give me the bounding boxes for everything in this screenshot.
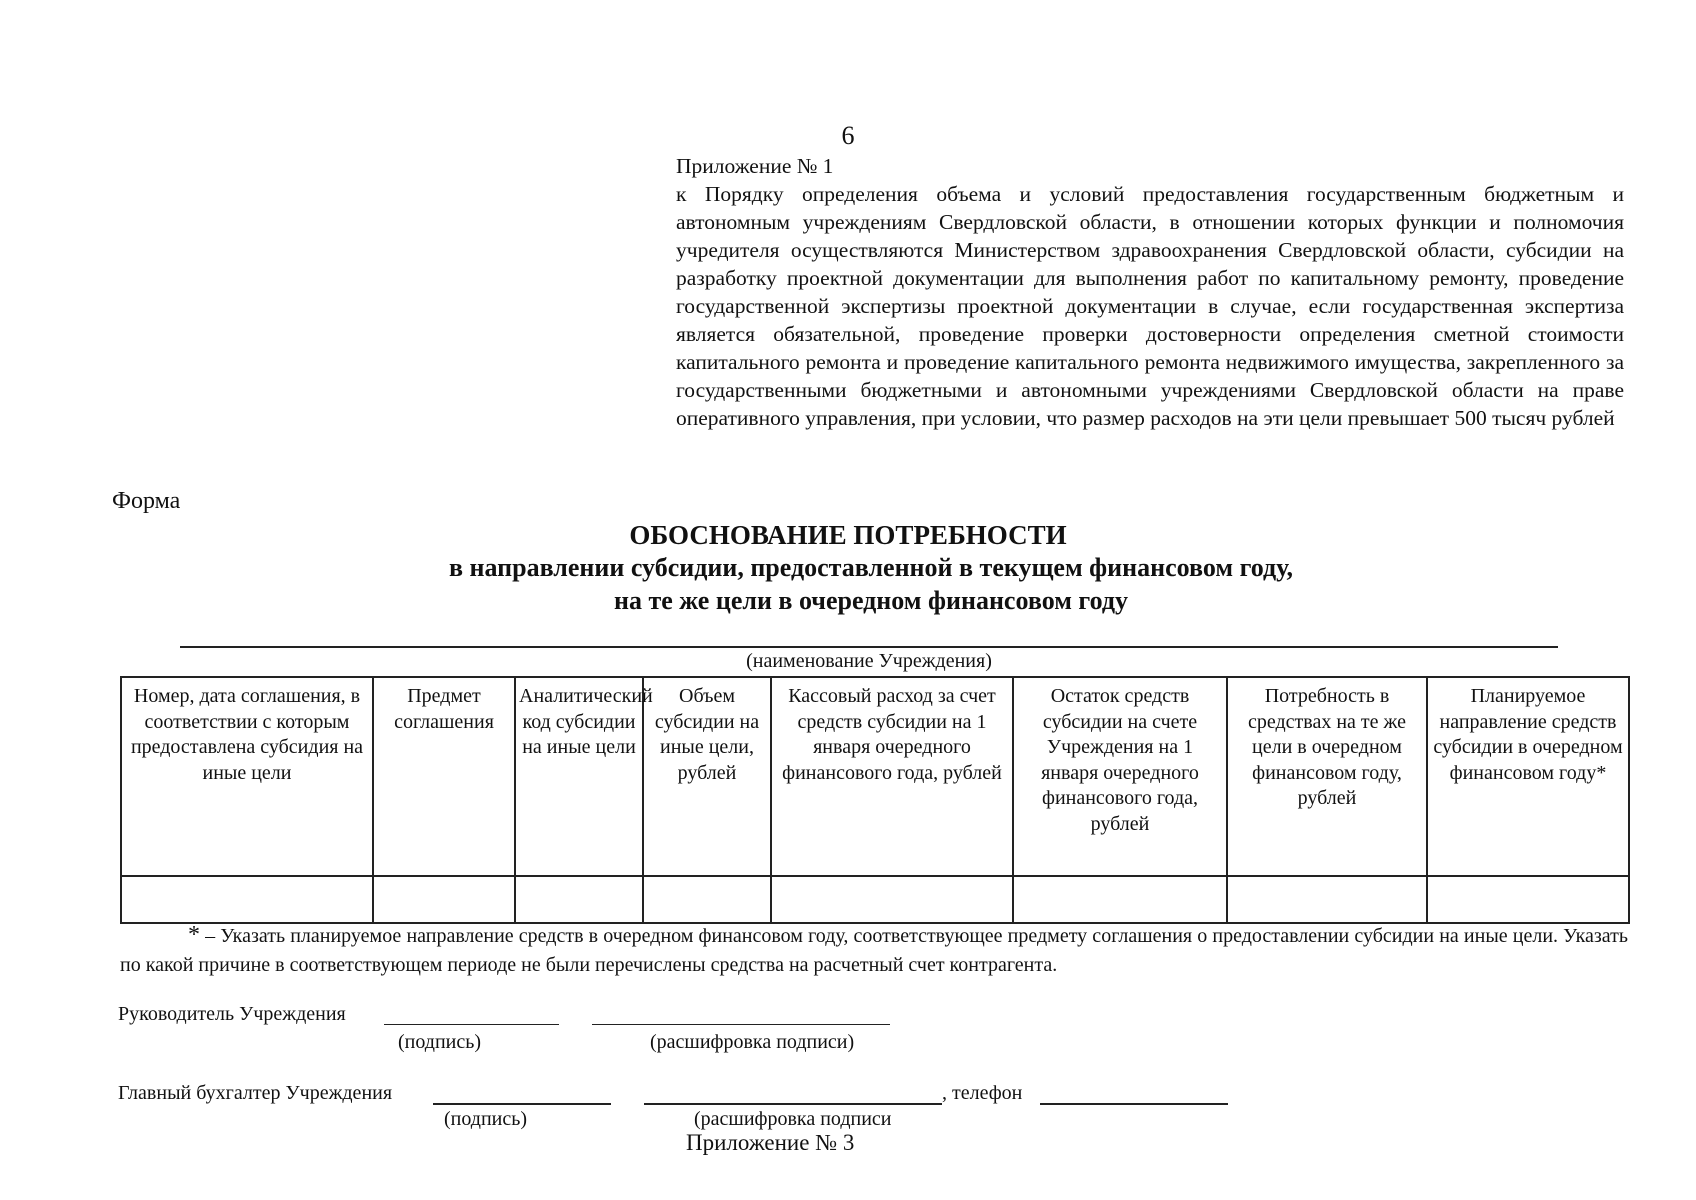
head-signature-caption: (подпись)	[398, 1031, 482, 1053]
appendix-block	[676, 152, 1624, 432]
table-row	[121, 876, 1629, 923]
table-header-row	[121, 677, 1629, 876]
accountant-phone-label: , телефон	[942, 1082, 1023, 1104]
head-signature-line[interactable]	[384, 1024, 559, 1025]
head-signature-decode-line[interactable]	[592, 1024, 890, 1025]
table-cell[interactable]	[121, 876, 373, 923]
table-header-cell: Потребность в средствах на те же цели в очередном финансовом году, рублей	[1227, 677, 1427, 876]
document-subtitle-line-1: в направлении субсидии, предоставленной в текущем финансовом году,	[448, 553, 1294, 582]
table-header-cell: Аналитический код субсидии на иные цели	[515, 677, 643, 876]
accountant-signature-line[interactable]	[433, 1103, 611, 1105]
organization-name-line[interactable]	[180, 646, 1558, 648]
appendix-text: к Порядку определения объема и условий предоставления государственным бюджетным и автономным учреждениям Свердловской области, в отношении которых функции и полномочия учредителя осуществляются Министерством здравоохранения Свердловской области, субсидии на разработку проектной документации для выполнения работ по капитальному ремонту, проведение государственной экспертизы проектной документации в случае, если государственная экспертиза является обязательной, проведение проверки достоверности определения сметной стоимости капитального ремонта и проведение капитального ремонта недвижимого имущества, закрепленного за государственными бюджетными и автономными учреждениями Свердловской области на праве оперативного управления, при условии, что размер расходов на эти цели превышает 500 тысяч рублей	[676, 182, 1624, 430]
form-label: Форма	[112, 488, 181, 514]
table-header-cell: Предмет соглашения	[373, 677, 515, 876]
accountant-signature-label: Главный бухгалтер Учреждения	[118, 1082, 393, 1104]
table-header-cell: Кассовый расход за счет средств субсидии на 1 января очередного финансового года, рублей	[771, 677, 1013, 876]
footnote	[120, 921, 1628, 980]
organization-name-caption: (наименование Учреждения)	[746, 650, 992, 672]
footnote-star: *	[188, 922, 200, 948]
table-cell[interactable]	[515, 876, 643, 923]
table-cell[interactable]	[643, 876, 771, 923]
accountant-signature-decode-line[interactable]	[644, 1103, 942, 1105]
document-subtitle-line-2: на те же цели в очередном финансовом году	[614, 586, 1128, 615]
accountant-signature-decode-caption: (расшифровка подписи	[694, 1108, 892, 1130]
table-cell[interactable]	[373, 876, 515, 923]
footnote-text: – Указать планируемое направление средств в очередном финансовом году, соответствующее предмету соглашения о предоставлении субсидии на иные цели. Указать по какой причине в соответствующем периоде не были перечислены средства на расчетный счет контрагента.	[120, 925, 1628, 976]
table-cell[interactable]	[1013, 876, 1227, 923]
page-number: 6	[841, 121, 855, 150]
table-header-cell: Объем субсидии на иные цели, рублей	[643, 677, 771, 876]
table-header-cell: Остаток средств субсидии на счете Учреждения на 1 января очередного финансового года, рублей	[1013, 677, 1227, 876]
table-header-cell: Номер, дата соглашения, в соответствии с которым предоставлена субсидия на иные цели	[121, 677, 373, 876]
table-cell[interactable]	[1427, 876, 1629, 923]
justification-table	[120, 676, 1630, 924]
table-cell[interactable]	[771, 876, 1013, 923]
table-header-cell: Планируемое направление средств субсидии в очередном финансовом году*	[1427, 677, 1629, 876]
next-appendix-heading: Приложение № 3	[686, 1130, 855, 1155]
head-signature-decode-caption: (расшифровка подписи)	[650, 1031, 855, 1053]
accountant-phone-line[interactable]	[1040, 1103, 1228, 1105]
document-title: ОБОСНОВАНИЕ ПОТРЕБНОСТИ	[629, 520, 1067, 550]
table-cell[interactable]	[1227, 876, 1427, 923]
appendix-title: Приложение № 1	[676, 154, 834, 178]
head-signature-label: Руководитель Учреждения	[118, 1003, 346, 1025]
accountant-signature-caption: (подпись)	[444, 1108, 528, 1130]
